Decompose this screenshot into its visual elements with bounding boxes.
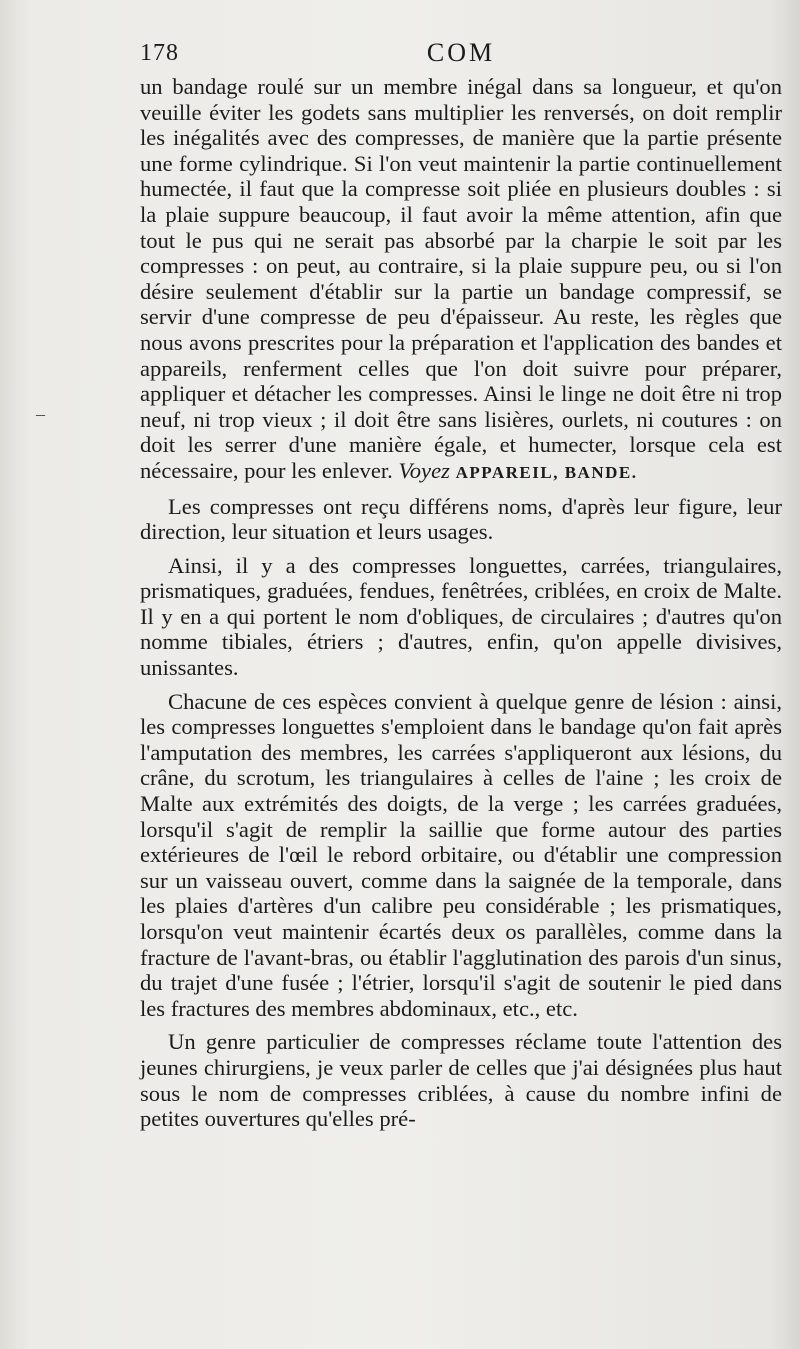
page-number: 178 bbox=[140, 40, 179, 66]
page-header bbox=[140, 38, 782, 72]
margin-dash: – bbox=[36, 404, 45, 424]
paragraph-1 bbox=[140, 74, 782, 486]
cross-reference-label: Voyez bbox=[398, 457, 450, 483]
running-head: COM bbox=[426, 38, 496, 67]
paragraph-4: Chacune de ces espèces convient à quelque genre de lésion : ainsi, les compresses longuettes s'emploient dans le bandage qu'on fait après l'amputation des membres, les carrées s'appliqueront aux lésions, du crâne, du scrotum, les triangulaires à celles de l'aine ; les croix de Malte aux extrémités des doigts, de la verge ; les carrées graduées, lorsqu'il s'agit de remplir la saillie que forme autour des parties extérieures de l'œil le rebord orbitaire, ou d'établir une compression sur un vaisseau ouvert, comme dans la saignée de la temporale, dans les plaies d'artères d'un calibre peu considérable ; les prismatiques, lorsqu'on veut maintenir écartés deux os parallèles, comme dans la fracture de l'avant-bras, ou établir l'agglutination des parois d'un sinus, du trajet d'une fusée ; l'étrier, lorsqu'il s'agit de soutenir le pied dans les fractures des membres abdominaux, etc., etc. bbox=[140, 688, 782, 1021]
paragraph-5: Un genre particulier de compresses réclame toute l'attention des jeunes chirurgiens, je veux parler de celles que j'ai désignées plus haut sous le nom de compresses criblées, à cause du nombre infini de petites ouvertures qu'elles pré- bbox=[140, 1029, 782, 1132]
body-text bbox=[140, 74, 782, 1132]
paragraph-text: un bandage roulé sur un membre inégal dans sa longueur, et qu'on veuille éviter les godets sans multiplier les renversés, on doit remplir les inégalités avec des compresses, de manière que la partie présente une forme cylindrique. Si l'on veut maintenir la partie continuellement humectée, il faut que la compresse soit pliée en plusieurs doubles : si la plaie suppure beaucoup, il faut avoir la même attention, afin que tout le pus qui ne serait pas absorbé par la charpie le soit par les compresses : on peut, au contraire, si la plaie suppure peu, ou si l'on désire seulement d'établir sur la partie un bandage compressif, se servir d'une compresse de peu d'épaisseur. Au reste, les règles que nous avons prescrites pour la préparation et l'application des bandes et appareils, renferment celles que l'on doit suivre pour préparer, appliquer et détacher les compresses. Ainsi le linge ne doit être ni trop neuf, ni trop vieux ; il doit être sans lisières, ourlets, ni coutures : on doit les serrer d'une manière égale, et humecter, lorsque cela est nécessaire, pour les enlever. bbox=[140, 74, 782, 483]
paragraph-3: Ainsi, il y a des compresses longuettes, carrées, triangulaires, prismatiques, graduées, fendues, fenêtrées, criblées, en croix de Malte. Il y en a qui portent le nom d'obliques, de circulaires ; d'autres qu'on nomme tibiales, étriers ; d'autres, enfin, qu'on appelle divisives, unissantes. bbox=[140, 552, 782, 681]
paragraph-2: Les compresses ont reçu différens noms, d'après leur figure, leur direction, leur situation et leurs usages. bbox=[140, 493, 782, 545]
cross-reference-entries: APPAREIL, BANDE. bbox=[455, 462, 638, 482]
